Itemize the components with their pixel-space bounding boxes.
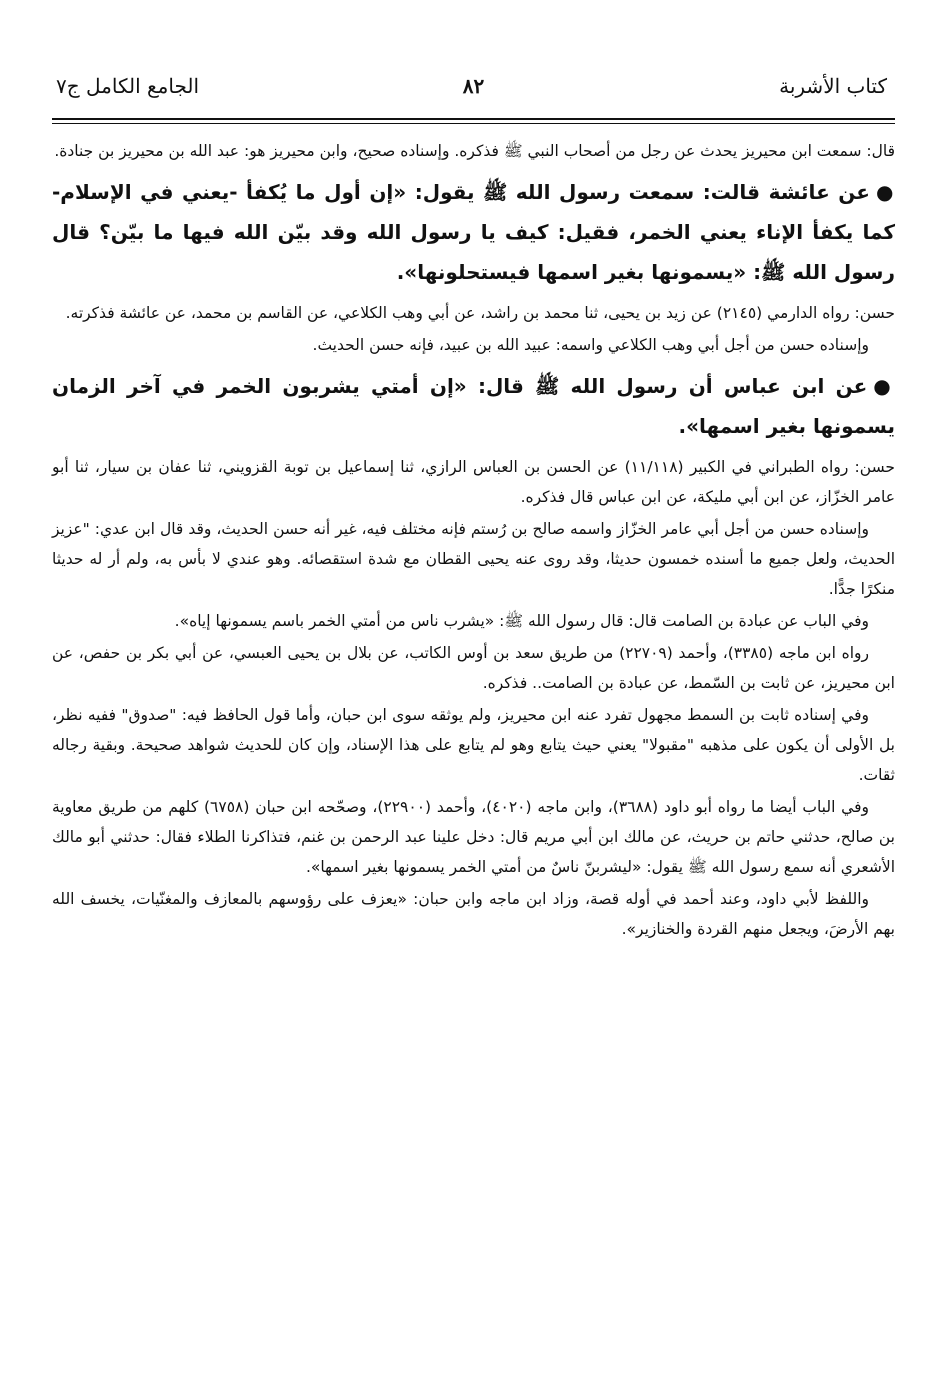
- header-rule-thin: [52, 123, 895, 124]
- hadith-aisha: ●عن عائشة قالت: سمعت رسول الله ﷺ يقول: «إن أول ما يُكفأ -يعني في الإسلام- كما يكفأ الإناء يعني الخمر، فقيل: كيف يا رسول الله وقد بيّن الله فيها ما بيّن؟ قال رسول الله ﷺ: «يسمونها بغير اسمها فيستحلونها».: [52, 180, 895, 284]
- book-title: الجامع الكامل ج٧: [56, 74, 200, 98]
- running-header: [52, 62, 895, 110]
- bab-abu-malik: وفي الباب أيضا ما رواه أبو داود (٣٦٨٨)، وابن ماجه (٤٠٢٠)، وأحمد (٢٢٩٠٠)، وصحّحه ابن حبان (٦٧٥٨) كلهم من طريق معاوية بن صالح، حدثني حاتم بن حريث، عن مالك ابن أبي مريم قال: دخل علينا عبد الرحمن بن غنم، فتذاكرنا الطلاء فقال: حدثني أبو مالك الأشعري أنه سمع رسول الله ﷺ يقول: «ليشربنّ ناسٌ من أمتي الخمر يسمونها بغير اسمها».: [52, 798, 895, 876]
- takhrij-tabarani: حسن: رواه الطبراني في الكبير (١١/١١٨) عن الحسن بن العباس الرازي، ثنا إسماعيل بن توبة القزويني، ثنا عفان بن سيار، ثنا أبو عامر الخزّاز، عن ابن أبي مليكة، عن ابن عباس قال فذكره.: [52, 458, 895, 506]
- bab-ubada: وفي الباب عن عبادة بن الصامت قال: قال رسول الله ﷺ: «يشرب ناس من أمتي الخمر باسم يسمونها إياه».: [174, 612, 869, 630]
- bullet-icon: ●: [875, 180, 895, 204]
- header-rule-thick: [52, 118, 895, 120]
- isnad-grade-khazzaz: وإسناده حسن من أجل أبي عامر الخزّاز واسمه صالح بن رُستم فإنه مختلف فيه، غير أنه حسن الحديث، وقد قال ابن عدي: "عزيز الحديث، ولعل جميع ما أسنده خمسون حديثا، وقد روى عنه يحيى القطان مع شدة استقصائه. وهو عندي لا بأس به، ولم أر له حديثا منكرًا جدًّا.: [52, 520, 895, 598]
- takhrij-ibn-majah: رواه ابن ماجه (٣٣٨٥)، وأحمد (٢٢٧٠٩) من طريق سعد بن أوس الكاتب، عن بلال بن يحيى العبسي، عن أبي بكر بن حفص، عن ابن محيريز، عن ثابت بن السّمط، عن عبادة بن الصامت.. فذكره.: [52, 644, 895, 692]
- lafz-note: واللفظ لأبي داود، وعند أحمد في أوله قصة، وزاد ابن ماجه وابن حبان: «يعزف على رؤوسهم بالمعازف والمغنّيات، يخسف الله بهم الأرضَ، ويجعل منهم القردة والخنازير».: [52, 890, 895, 938]
- bullet-icon: ●: [873, 374, 895, 398]
- page-body: [52, 136, 895, 946]
- chapter-title: كتاب الأشربة: [779, 74, 887, 98]
- page-number: ٨٢: [462, 74, 485, 98]
- isnad-grade-thabit: وفي إسناده ثابت بن السمط مجهول تفرد عنه ابن محيريز، ولم يوثقه سوى ابن حبان، وأما قول الحافظ فيه: "صدوق" ففيه نظر، بل الأولى أن يكون على مذهبه "مقبولا" يعني حيث يتابع وهو لم يتابع على هذا الإسناد، وإن كان للحديث شواهد صحيحة. وبقية رجاله ثقات.: [52, 706, 895, 784]
- hadith-ibn-abbas: ●عن ابن عباس أن رسول الله ﷺ قال: «إن أمتي يشربون الخمر في آخر الزمان يسمونها بغير اسمها».: [52, 374, 895, 438]
- isnad-grade-kalai: وإسناده حسن من أجل أبي وهب الكلاعي واسمه: عبيد الله بن عبيد، فإنه حسن الحديث.: [312, 336, 869, 354]
- book-page: [52, 62, 895, 1364]
- paragraph-isnad-note: قال: سمعت ابن محيريز يحدث عن رجل من أصحاب النبي ﷺ فذكره. وإسناده صحيح، وابن محيريز هو: عبد الله بن محيريز بن جنادة.: [54, 142, 895, 160]
- takhrij-darimi: حسن: رواه الدارمي (٢١٤٥) عن زيد بن يحيى، ثنا محمد بن راشد، عن أبي وهب الكلاعي، عن القاسم بن محمد، عن عائشة فذكرته.: [65, 304, 895, 322]
